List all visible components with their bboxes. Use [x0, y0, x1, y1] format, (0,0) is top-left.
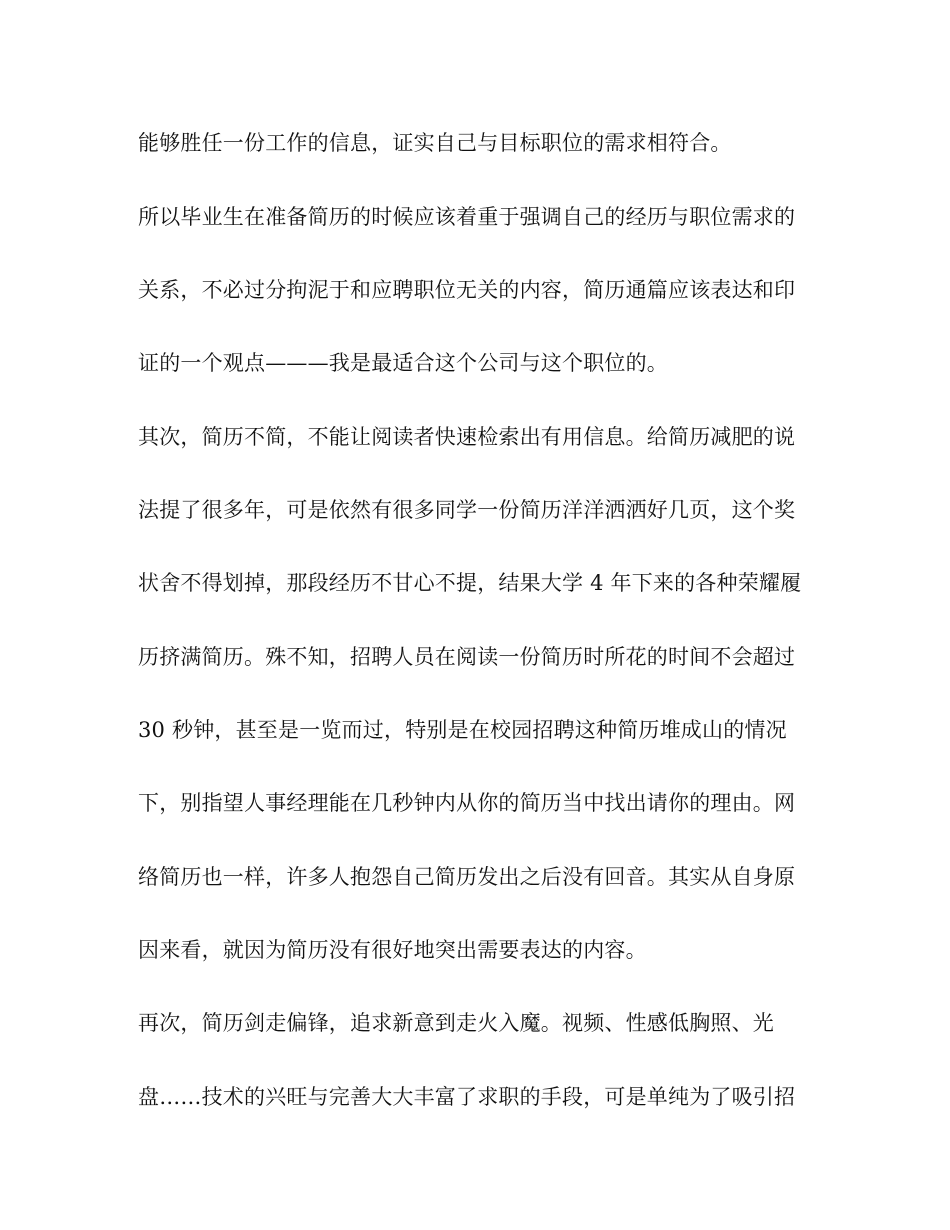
- paragraph-line-6: 法提了很多年，可是依然有很多同学一份简历洋洋洒洒好几页，这个奖: [138, 498, 796, 522]
- paragraph-line-14: 盘……技术的兴旺与完善大大丰富了求职的手段，可是单纯为了吸引招: [138, 1085, 796, 1109]
- paragraph-line-7: 状舍不得划掉，那段经历不甘心不提，结果大学 4 年下来的各种荣耀履: [138, 571, 802, 595]
- paragraph-line-9: 30 秒钟，甚至是一览而过，特别是在校园招聘这种简历堆成山的情况: [138, 718, 787, 742]
- paragraph-line-12: 因来看，就因为简历没有很好地突出需要表达的内容。: [138, 938, 647, 962]
- paragraph-line-4: 证的一个观点———我是最适合这个公司与这个职位的。: [138, 351, 668, 375]
- paragraph-line-5: 其次，简历不简，不能让阅读者快速检索出有用信息。给简历减肥的说: [138, 425, 796, 449]
- paragraph-line-11: 络简历也一样，许多人抱怨自己简历发出之后没有回音。其实从自身原: [138, 865, 796, 889]
- paragraph-line-8: 历挤满简历。殊不知，招聘人员在阅读一份简历时所花的时间不会超过: [138, 645, 796, 669]
- paragraph-line-10: 下，别指望人事经理能在几秒钟内从你的简历当中找出请你的理由。网: [138, 791, 796, 815]
- paragraph-line-13: 再次，简历剑走偏锋，追求新意到走火入魔。视频、性感低胸照、光: [138, 1011, 774, 1035]
- paragraph-line-3: 关系，不必过分拘泥于和应聘职位无关的内容，简历通篇应该表达和印: [138, 278, 796, 302]
- paragraph-line-2: 所以毕业生在准备简历的时候应该着重于强调自己的经历与职位需求的: [138, 205, 796, 229]
- paragraph-line-1: 能够胜任一份工作的信息，证实自己与目标职位的需求相符合。: [138, 131, 732, 155]
